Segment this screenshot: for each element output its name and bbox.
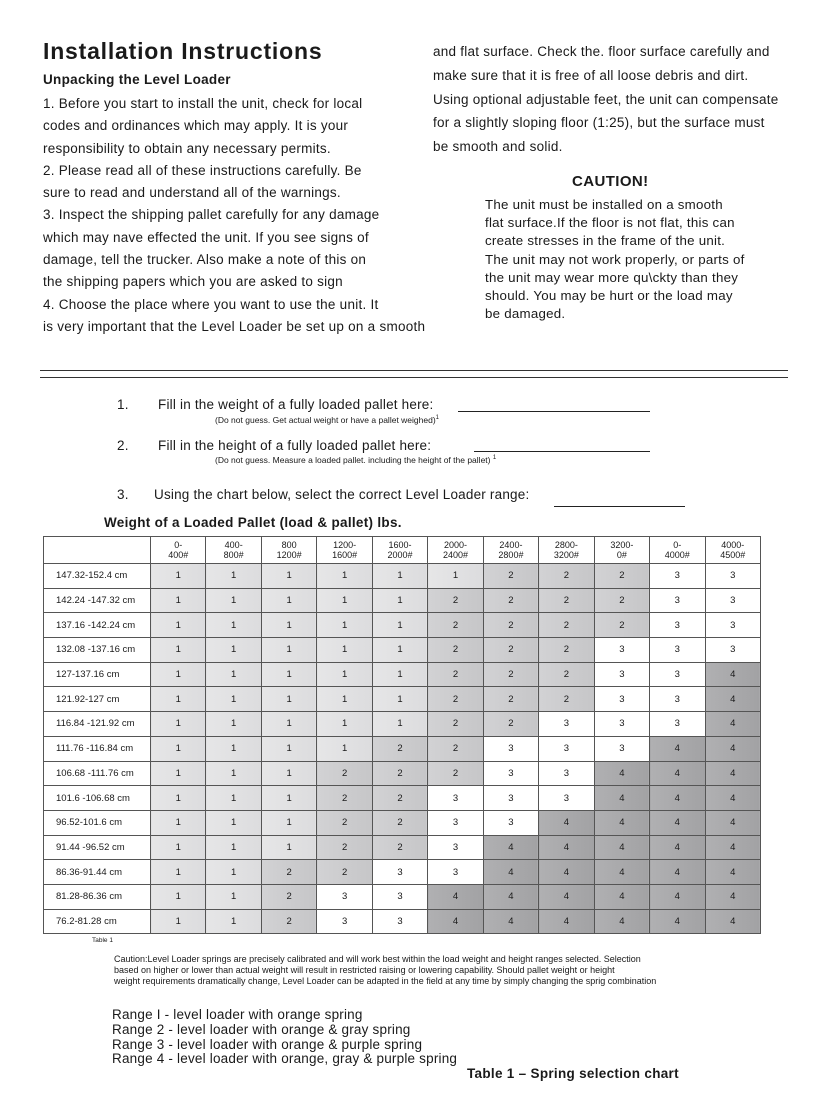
range-cell: 3 bbox=[483, 761, 538, 786]
instruction-line: be smooth and solid. bbox=[433, 139, 563, 155]
range-cell: 1 bbox=[206, 810, 261, 835]
instruction-line: 4. Choose the place where you want to use the unit. It bbox=[43, 296, 379, 312]
fill-note-text: (Do not guess. Get actual weight or have a pallet weighed) bbox=[215, 415, 436, 425]
fill-item-number: 2. bbox=[117, 438, 129, 453]
range-cell: 4 bbox=[705, 884, 760, 909]
range-cell: 3 bbox=[594, 687, 649, 712]
range-cell: 3 bbox=[317, 909, 372, 934]
range-cell: 2 bbox=[428, 712, 483, 737]
range-cell: 3 bbox=[650, 712, 705, 737]
column-header-text: 800 bbox=[281, 539, 297, 550]
range-cell: 1 bbox=[151, 564, 206, 589]
range-cell: 1 bbox=[261, 687, 316, 712]
range-cell: 4 bbox=[650, 761, 705, 786]
range-cell: 2 bbox=[483, 588, 538, 613]
range-cell: 4 bbox=[705, 860, 760, 885]
range-cell: 4 bbox=[594, 835, 649, 860]
table-caption: Table 1 – Spring selection chart bbox=[467, 1066, 679, 1081]
range-cell: 3 bbox=[594, 662, 649, 687]
range-cell: 4 bbox=[705, 835, 760, 860]
range-cell: 1 bbox=[372, 687, 427, 712]
column-header-text: 2400# bbox=[442, 550, 468, 560]
range-cell: 2 bbox=[428, 638, 483, 663]
table-title: Weight of a Loaded Pallet (load & pallet) lbs. bbox=[104, 515, 402, 530]
column-header-text: 2800# bbox=[498, 550, 524, 560]
range-cell: 2 bbox=[317, 786, 372, 811]
range-cell: 3 bbox=[317, 884, 372, 909]
range-cell: 1 bbox=[317, 712, 372, 737]
range-cell: 1 bbox=[261, 613, 316, 638]
column-header-text: 4000# bbox=[664, 550, 690, 560]
table-row bbox=[44, 810, 761, 835]
instruction-line: the shipping papers which you are asked to sign bbox=[43, 274, 343, 290]
range-cell: 3 bbox=[372, 909, 427, 934]
range-cell: 3 bbox=[594, 638, 649, 663]
range-cell: 3 bbox=[705, 613, 760, 638]
range-cell: 3 bbox=[650, 564, 705, 589]
fill-item-number: 3. bbox=[117, 487, 129, 502]
range-cell: 4 bbox=[705, 786, 760, 811]
range-cell: 1 bbox=[151, 736, 206, 761]
range-cell: 3 bbox=[483, 736, 538, 761]
spring-selection-table bbox=[43, 536, 761, 934]
table-corner-cell bbox=[44, 537, 151, 564]
range-cell: 1 bbox=[261, 638, 316, 663]
range-cell: 2 bbox=[261, 884, 316, 909]
range-cell: 2 bbox=[594, 588, 649, 613]
range-cell: 2 bbox=[372, 835, 427, 860]
range-cell: 1 bbox=[151, 712, 206, 737]
range-cell: 3 bbox=[650, 588, 705, 613]
fill-item-height-label: Fill in the height of a fully loaded pallet here: bbox=[158, 438, 432, 453]
caution-line: the unit may wear more qu\ckty than they bbox=[485, 269, 739, 285]
range-cell: 1 bbox=[261, 736, 316, 761]
range-cell: 1 bbox=[317, 564, 372, 589]
column-header-text: 2000- bbox=[443, 539, 467, 550]
range-cell: 1 bbox=[261, 588, 316, 613]
instruction-line: Using optional adjustable feet, the unit can compensate bbox=[433, 91, 779, 107]
range-cell: 4 bbox=[483, 884, 538, 909]
range-cell: 1 bbox=[206, 687, 261, 712]
range-cell: 3 bbox=[539, 786, 594, 811]
footnote-marker: 1 bbox=[435, 415, 439, 422]
range-cell: 3 bbox=[705, 588, 760, 613]
range-cell: 1 bbox=[261, 810, 316, 835]
footnote-marker: 1 bbox=[492, 455, 497, 462]
range-cell: 4 bbox=[594, 761, 649, 786]
range-cell: 1 bbox=[206, 662, 261, 687]
row-height-label: 116.84 -121.92 cm bbox=[44, 712, 151, 737]
column-header-text: 0- bbox=[673, 539, 682, 550]
table-label: Table 1 bbox=[92, 937, 113, 944]
instruction-line: 3. Inspect the shipping pallet carefully for any damage bbox=[43, 207, 380, 223]
range-cell: 1 bbox=[206, 909, 261, 934]
column-header-text: 2400- bbox=[499, 539, 523, 550]
table-row bbox=[44, 564, 761, 589]
column-header-text: 1200# bbox=[276, 550, 302, 560]
range-cell: 4 bbox=[483, 860, 538, 885]
caution-line: create stresses in the frame of the unit. bbox=[485, 233, 726, 249]
row-height-label: 127-137.16 cm bbox=[44, 662, 151, 687]
range-cell: 2 bbox=[483, 662, 538, 687]
divider-line bbox=[40, 377, 788, 378]
row-height-label: 96.52-101.6 cm bbox=[44, 810, 151, 835]
caution-heading: CAUTION! bbox=[572, 173, 649, 190]
range-cell: 2 bbox=[539, 662, 594, 687]
range-cell: 4 bbox=[650, 860, 705, 885]
range-cell: 1 bbox=[206, 638, 261, 663]
table-row bbox=[44, 761, 761, 786]
range-cell: 2 bbox=[483, 712, 538, 737]
range-cell: 4 bbox=[705, 909, 760, 934]
row-height-label: 142.24 -147.32 cm bbox=[44, 588, 151, 613]
range-item: Range 4 - level loader with orange, gray & purple spring bbox=[112, 1051, 458, 1067]
caution-line: The unit may not work properly, or parts of bbox=[485, 251, 745, 267]
range-cell: 4 bbox=[705, 712, 760, 737]
range-cell: 1 bbox=[317, 588, 372, 613]
range-cell: 4 bbox=[539, 810, 594, 835]
column-header-text: 2800- bbox=[554, 539, 578, 550]
range-cell: 1 bbox=[372, 588, 427, 613]
instruction-line: sure to read and understand all of the warnings. bbox=[43, 185, 341, 201]
range-cell: 4 bbox=[650, 810, 705, 835]
range-cell: 2 bbox=[428, 588, 483, 613]
range-cell: 1 bbox=[151, 810, 206, 835]
range-cell: 4 bbox=[650, 909, 705, 934]
range-cell: 2 bbox=[372, 786, 427, 811]
range-cell: 1 bbox=[261, 662, 316, 687]
section-heading: Unpacking the Level Loader bbox=[43, 72, 231, 87]
range-cell: 3 bbox=[428, 835, 483, 860]
range-cell: 4 bbox=[594, 884, 649, 909]
instructions-right-column bbox=[433, 40, 798, 159]
range-cell: 1 bbox=[261, 835, 316, 860]
caution-note-line: Caution:Level Loader springs are precisely calibrated and will work best within the load weight and height ranges selected. Selection bbox=[114, 954, 641, 964]
range-cell: 3 bbox=[594, 712, 649, 737]
instruction-line: 1. Before you start to install the unit, check for local bbox=[43, 96, 363, 111]
row-height-label: 76.2-81.28 cm bbox=[44, 909, 151, 934]
range-cell: 1 bbox=[206, 884, 261, 909]
table-header-row bbox=[44, 537, 761, 564]
table-row bbox=[44, 736, 761, 761]
range-cell: 2 bbox=[317, 810, 372, 835]
range-cell: 1 bbox=[206, 736, 261, 761]
range-cell: 4 bbox=[705, 662, 760, 687]
range-cell: 3 bbox=[428, 860, 483, 885]
instruction-line: which may nave effected the unit. If you see signs of bbox=[43, 229, 369, 245]
range-cell: 4 bbox=[594, 786, 649, 811]
range-cell: 2 bbox=[539, 687, 594, 712]
range-cell: 4 bbox=[705, 687, 760, 712]
instruction-line: and flat surface. Check the. floor surface carefully and bbox=[433, 44, 770, 59]
range-cell: 3 bbox=[428, 810, 483, 835]
range-cell: 1 bbox=[206, 835, 261, 860]
caution-note bbox=[114, 954, 754, 987]
range-cell: 2 bbox=[317, 835, 372, 860]
instruction-line: for a slightly sloping floor (1:25), but the surface must bbox=[433, 115, 765, 131]
table-row bbox=[44, 712, 761, 737]
range-cell: 1 bbox=[317, 687, 372, 712]
range-cell: 2 bbox=[539, 638, 594, 663]
range-cell: 4 bbox=[428, 884, 483, 909]
range-cell: 4 bbox=[428, 909, 483, 934]
range-legend bbox=[112, 1008, 457, 1067]
column-header-text: 400- bbox=[224, 539, 243, 550]
range-cell: 2 bbox=[317, 761, 372, 786]
column-header bbox=[539, 537, 594, 564]
instruction-line: responsibility to obtain any necessary permits. bbox=[43, 140, 331, 156]
range-item: Range 2 - level loader with orange & gray spring bbox=[112, 1021, 411, 1037]
range-cell: 1 bbox=[261, 564, 316, 589]
range-cell: 1 bbox=[151, 860, 206, 885]
range-cell: 4 bbox=[539, 884, 594, 909]
range-cell: 1 bbox=[151, 662, 206, 687]
range-cell: 3 bbox=[650, 613, 705, 638]
range-cell: 2 bbox=[372, 761, 427, 786]
table-row bbox=[44, 835, 761, 860]
range-cell: 4 bbox=[705, 810, 760, 835]
range-cell: 1 bbox=[151, 909, 206, 934]
range-cell: 2 bbox=[428, 736, 483, 761]
column-header-text: 3200- bbox=[610, 539, 634, 550]
instruction-line: is very important that the Level Loader be set up on a smooth bbox=[43, 318, 426, 334]
row-height-label: 81.28-86.36 cm bbox=[44, 884, 151, 909]
range-cell: 1 bbox=[206, 588, 261, 613]
row-height-label: 91.44 -96.52 cm bbox=[44, 835, 151, 860]
range-item: Range I - level loader with orange spring bbox=[112, 1007, 363, 1022]
range-cell: 2 bbox=[428, 613, 483, 638]
range-cell: 2 bbox=[483, 564, 538, 589]
caution-note-line: based on higher or lower than actual weight will result in restricted raising or lowering capability. Should pallet weight or height bbox=[114, 965, 615, 975]
range-cell: 1 bbox=[261, 712, 316, 737]
range-blank-line[interactable] bbox=[554, 506, 685, 507]
range-cell: 2 bbox=[539, 613, 594, 638]
range-cell: 4 bbox=[650, 786, 705, 811]
range-cell: 3 bbox=[650, 687, 705, 712]
range-cell: 4 bbox=[483, 835, 538, 860]
range-cell: 4 bbox=[594, 860, 649, 885]
height-blank-line[interactable] bbox=[474, 451, 650, 452]
range-cell: 1 bbox=[261, 761, 316, 786]
range-cell: 1 bbox=[372, 712, 427, 737]
range-cell: 1 bbox=[372, 638, 427, 663]
table-row bbox=[44, 860, 761, 885]
column-header bbox=[261, 537, 316, 564]
fill-item-number: 1. bbox=[117, 397, 129, 412]
range-cell: 1 bbox=[151, 638, 206, 663]
row-height-label: 106.68 -111.76 cm bbox=[44, 761, 151, 786]
caution-line: The unit must be installed on a smooth bbox=[485, 197, 723, 212]
range-cell: 4 bbox=[650, 835, 705, 860]
range-cell: 3 bbox=[483, 786, 538, 811]
range-cell: 1 bbox=[151, 761, 206, 786]
divider-line bbox=[40, 370, 788, 371]
column-header bbox=[483, 537, 538, 564]
column-header-text: 400# bbox=[168, 550, 189, 560]
range-cell: 4 bbox=[594, 810, 649, 835]
range-cell: 1 bbox=[151, 786, 206, 811]
caution-text bbox=[485, 196, 785, 323]
column-header-text: 4500# bbox=[720, 550, 746, 560]
range-cell: 3 bbox=[594, 736, 649, 761]
range-cell: 1 bbox=[151, 613, 206, 638]
range-cell: 2 bbox=[483, 613, 538, 638]
column-header-text: 0- bbox=[174, 539, 183, 550]
range-cell: 3 bbox=[705, 564, 760, 589]
table-row bbox=[44, 588, 761, 613]
range-cell: 1 bbox=[372, 662, 427, 687]
column-header-text: 1200- bbox=[333, 539, 357, 550]
instruction-line: damage, tell the trucker. Also make a note of this on bbox=[43, 252, 367, 268]
range-cell: 3 bbox=[539, 712, 594, 737]
column-header-text: 1600- bbox=[388, 539, 412, 550]
range-cell: 1 bbox=[317, 662, 372, 687]
range-cell: 4 bbox=[539, 860, 594, 885]
page-title: Installation Instructions bbox=[43, 38, 323, 64]
row-height-label: 132.08 -137.16 cm bbox=[44, 638, 151, 663]
range-cell: 4 bbox=[594, 909, 649, 934]
column-header-text: 3200# bbox=[553, 550, 579, 560]
range-cell: 1 bbox=[428, 564, 483, 589]
range-cell: 3 bbox=[650, 638, 705, 663]
column-header-text: 0# bbox=[616, 550, 627, 560]
range-cell: 1 bbox=[372, 613, 427, 638]
range-cell: 2 bbox=[594, 564, 649, 589]
range-cell: 2 bbox=[372, 736, 427, 761]
range-cell: 1 bbox=[206, 564, 261, 589]
range-cell: 1 bbox=[206, 613, 261, 638]
range-cell: 1 bbox=[151, 588, 206, 613]
column-header-text: 800# bbox=[223, 550, 244, 560]
range-cell: 1 bbox=[151, 835, 206, 860]
fill-note-text: (Do not guess. Measure a loaded pallet. including the height of the pallet) bbox=[215, 455, 491, 465]
range-cell: 1 bbox=[206, 860, 261, 885]
range-cell: 2 bbox=[539, 588, 594, 613]
instructions-left-column bbox=[43, 93, 428, 338]
row-height-label: 137.16 -142.24 cm bbox=[44, 613, 151, 638]
range-cell: 3 bbox=[705, 638, 760, 663]
column-header bbox=[650, 537, 705, 564]
range-cell: 1 bbox=[317, 613, 372, 638]
table-row bbox=[44, 638, 761, 663]
range-cell: 3 bbox=[372, 884, 427, 909]
range-cell: 1 bbox=[261, 786, 316, 811]
range-cell: 3 bbox=[650, 662, 705, 687]
caution-note-line: weight requirements dramatically change, Level Loader can be adapted in the field at any time by simply changing the sprig combination bbox=[114, 976, 657, 986]
column-header-text: 2000# bbox=[387, 550, 413, 560]
range-cell: 1 bbox=[372, 564, 427, 589]
column-header-text: 1600# bbox=[332, 550, 358, 560]
row-height-label: 121.92-127 cm bbox=[44, 687, 151, 712]
table-row bbox=[44, 909, 761, 934]
range-cell: 4 bbox=[705, 736, 760, 761]
column-header bbox=[705, 537, 760, 564]
range-cell: 2 bbox=[483, 687, 538, 712]
instruction-line: make sure that it is free of all loose debris and dirt. bbox=[433, 67, 749, 83]
table-row bbox=[44, 613, 761, 638]
column-header bbox=[594, 537, 649, 564]
range-cell: 1 bbox=[206, 712, 261, 737]
fill-item-range-label: Using the chart below, select the correct Level Loader range: bbox=[154, 487, 530, 502]
table-row bbox=[44, 687, 761, 712]
table-row bbox=[44, 786, 761, 811]
range-cell: 4 bbox=[705, 761, 760, 786]
column-header bbox=[206, 537, 261, 564]
range-cell: 2 bbox=[261, 909, 316, 934]
fill-note bbox=[215, 415, 439, 425]
range-cell: 2 bbox=[428, 761, 483, 786]
column-header-text: 4000- bbox=[721, 539, 745, 550]
row-height-label: 101.6 -106.68 cm bbox=[44, 786, 151, 811]
caution-line: be damaged. bbox=[485, 306, 566, 322]
table-row bbox=[44, 884, 761, 909]
range-cell: 3 bbox=[539, 761, 594, 786]
weight-blank-line[interactable] bbox=[458, 411, 650, 412]
range-cell: 3 bbox=[483, 810, 538, 835]
range-cell: 1 bbox=[206, 761, 261, 786]
range-cell: 2 bbox=[428, 687, 483, 712]
range-item: Range 3 - level loader with orange & purple spring bbox=[112, 1036, 423, 1052]
row-height-label: 147.32-152.4 cm bbox=[44, 564, 151, 589]
column-header bbox=[151, 537, 206, 564]
range-cell: 3 bbox=[372, 860, 427, 885]
range-cell: 2 bbox=[594, 613, 649, 638]
range-cell: 4 bbox=[483, 909, 538, 934]
range-cell: 1 bbox=[206, 786, 261, 811]
column-header bbox=[317, 537, 372, 564]
row-height-label: 111.76 -116.84 cm bbox=[44, 736, 151, 761]
fill-item-weight-label: Fill in the weight of a fully loaded pallet here: bbox=[158, 397, 434, 412]
range-cell: 2 bbox=[261, 860, 316, 885]
range-cell: 4 bbox=[650, 736, 705, 761]
range-cell: 1 bbox=[151, 687, 206, 712]
range-cell: 2 bbox=[483, 638, 538, 663]
range-cell: 2 bbox=[428, 662, 483, 687]
range-cell: 4 bbox=[539, 835, 594, 860]
column-header bbox=[428, 537, 483, 564]
table-row bbox=[44, 662, 761, 687]
range-cell: 2 bbox=[317, 860, 372, 885]
range-cell: 4 bbox=[539, 909, 594, 934]
range-cell: 2 bbox=[539, 564, 594, 589]
range-cell: 4 bbox=[650, 884, 705, 909]
caution-line: should. You may be hurt or the load may bbox=[485, 288, 733, 304]
range-cell: 3 bbox=[539, 736, 594, 761]
range-cell: 1 bbox=[317, 638, 372, 663]
fill-note bbox=[215, 455, 496, 465]
caution-line: flat surface.If the floor is not flat, this can bbox=[485, 215, 735, 231]
range-cell: 1 bbox=[151, 884, 206, 909]
instruction-line: codes and ordinances which may apply. It is your bbox=[43, 118, 349, 134]
row-height-label: 86.36-91.44 cm bbox=[44, 860, 151, 885]
range-cell: 2 bbox=[372, 810, 427, 835]
column-header bbox=[372, 537, 427, 564]
range-cell: 1 bbox=[317, 736, 372, 761]
instruction-line: 2. Please read all of these instructions carefully. Be bbox=[43, 162, 362, 178]
range-cell: 3 bbox=[428, 786, 483, 811]
